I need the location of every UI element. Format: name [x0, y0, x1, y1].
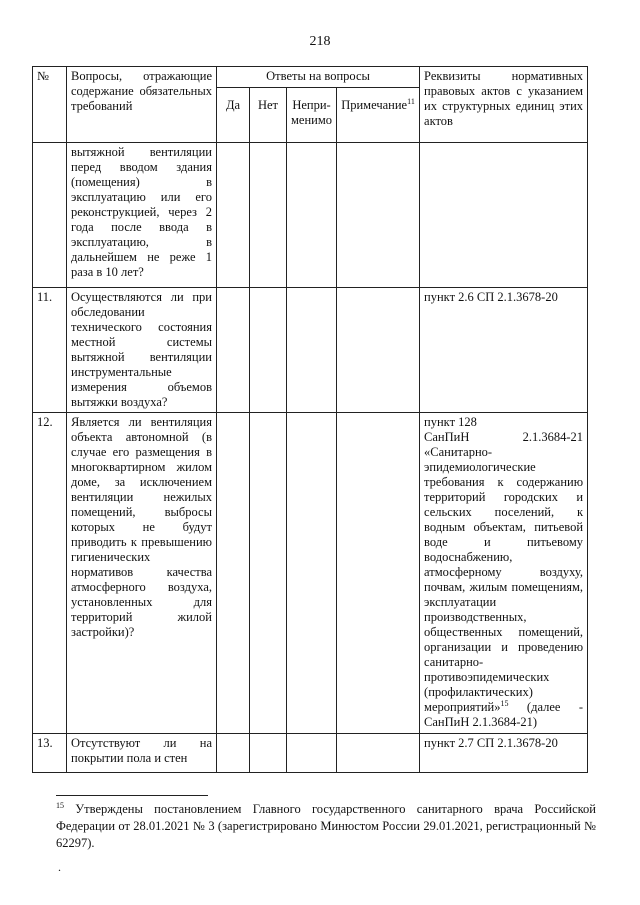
row-number	[33, 143, 67, 288]
header-not-applicable: Непри- менимо	[287, 88, 337, 143]
page-number: 218	[309, 34, 331, 49]
answer-yes-cell[interactable]	[217, 143, 250, 288]
table-header-row	[33, 67, 588, 88]
answer-no-cell[interactable]	[250, 288, 287, 413]
answer-na-cell[interactable]	[287, 288, 337, 413]
trailing-dot: .	[58, 860, 61, 874]
note-cell[interactable]	[337, 734, 420, 773]
row-question: Осуществляются ли при обследовании технического состояния местной системы вытяжной вентиляции инструментальные измерения объемов вытяжки воздуха?	[67, 288, 217, 413]
row-requisites: пункт 2.6 СП 2.1.3678-20	[420, 288, 588, 413]
table-row	[33, 734, 588, 773]
answer-na-cell[interactable]	[287, 734, 337, 773]
answer-na-cell[interactable]	[287, 413, 337, 734]
row-number: 12.	[33, 413, 67, 734]
header-no: Нет	[250, 88, 287, 143]
requirements-table	[32, 66, 588, 773]
answer-yes-cell[interactable]	[217, 413, 250, 734]
note-cell[interactable]	[337, 413, 420, 734]
answer-no-cell[interactable]	[250, 143, 287, 288]
table-row	[33, 143, 588, 288]
row-requisites	[420, 143, 588, 288]
row-question: Отсутствуют ли на покрытии пола и стен	[67, 734, 217, 773]
header-answers: Ответы на вопросы	[217, 67, 420, 88]
row-question: вытяжной вентиляции перед вводом здания (помещения) в эксплуатацию или его реконструкцией, через 2 года после ввода в эксплуатацию, в дальнейшем не реже 1 раза в 10 лет?	[67, 143, 217, 288]
answer-na-cell[interactable]	[287, 143, 337, 288]
row-number: 13.	[33, 734, 67, 773]
row-number: 11.	[33, 288, 67, 413]
header-questions: Вопросы, отражающие содержание обязательных требований	[67, 67, 217, 143]
table-row	[33, 413, 588, 734]
answer-yes-cell[interactable]	[217, 288, 250, 413]
answer-no-cell[interactable]	[250, 734, 287, 773]
note-cell[interactable]	[337, 143, 420, 288]
answer-no-cell[interactable]	[250, 413, 287, 734]
header-note: Примечание$^{11}$	[337, 88, 420, 143]
row-question: Является ли вентиляция объекта автономной (в случае его размещения в многоквартирном жилом доме, за исключением вентиляции нежилых помещений, выбросы которых не будут приводить к превышению гигиенических нормативов качества атмосферного воздуха, установленных для территорий жилой застройки)?	[67, 413, 217, 734]
row-requisites: пункт 128 СанПиН 2.1.3684-21 «Санитарно-эпидемиологические требования к содержанию территорий городских и сельских поселений, к водным объектам, питьевой воде и питьевому водоснабжению, атмосферному воздуху, почвам, жилым помещениям, эксплуатации производственных, общественных помещений, организации и проведению санитарно-противоэпидемических (профилактических) мероприятий»$^{15}$ (далее - СанПиН 2.1.3684-21)	[420, 413, 588, 734]
row-requisites: пункт 2.7 СП 2.1.3678-20	[420, 734, 588, 773]
footnote: $^{15}$ Утверждены постановлением Главного государственного санитарного врача Российской Федерации от 28.01.2021 № 3 (зарегистрировано Минюстом России 29.01.2021, регистрационный № 62297).	[56, 800, 596, 850]
footnote-separator	[56, 795, 208, 796]
header-requisites: Реквизиты нормативных правовых актов с указанием их структурных единиц этих актов	[420, 67, 588, 143]
note-cell[interactable]	[337, 288, 420, 413]
table-row	[33, 288, 588, 413]
answer-yes-cell[interactable]	[217, 734, 250, 773]
header-yes: Да	[217, 88, 250, 143]
header-number: №	[33, 67, 67, 143]
